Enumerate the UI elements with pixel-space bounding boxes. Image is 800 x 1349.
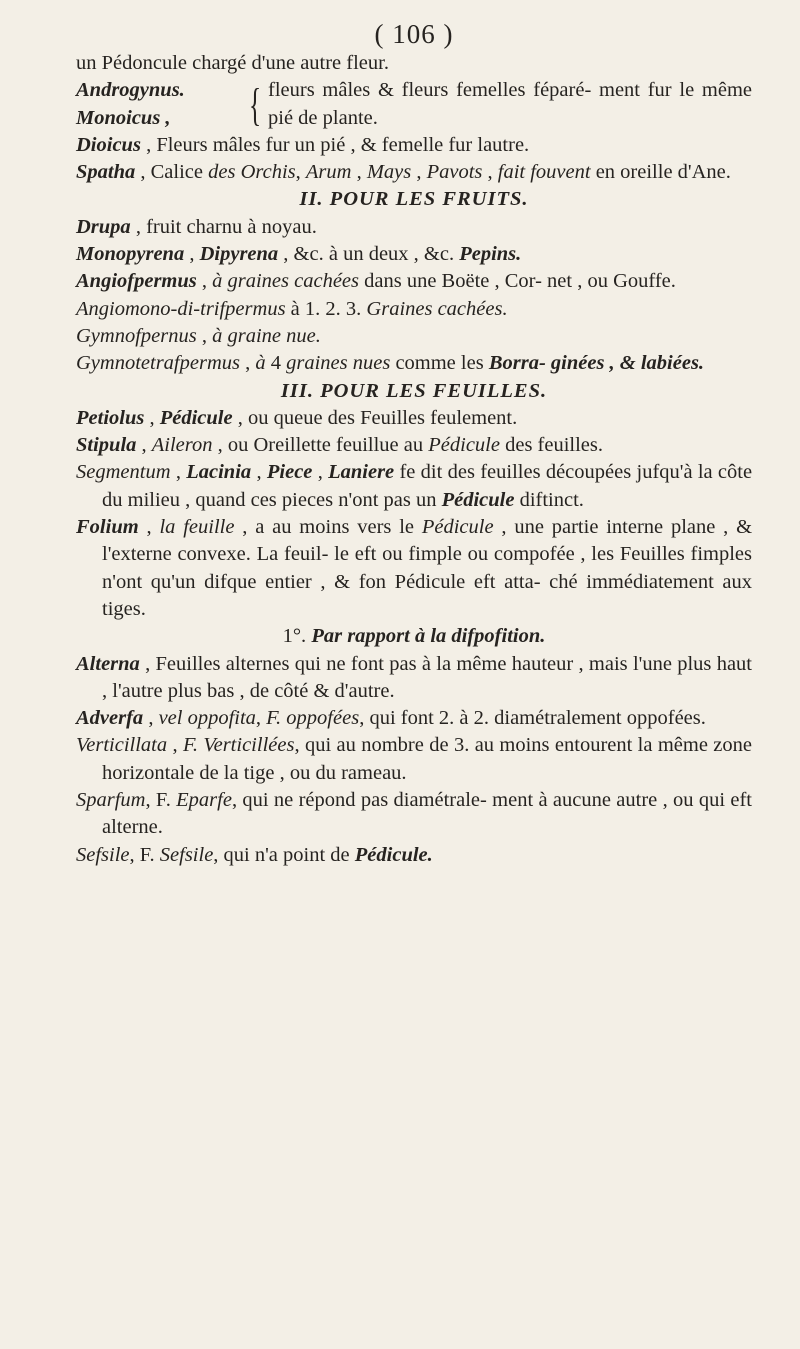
entry-segmentum: Segmentum , Lacinia , Piece , Laniere fe dit des feuilles découpées jufqu'à la côte du milieu , quand ces pieces n'ont pas un Pédicule diftinct.	[76, 461, 753, 511]
entry-spatha: Spatha , Calice des Orchis, Arum , Mays , Pavots , fait fouvent en oreille d'Ane.	[76, 161, 731, 184]
term-monoicus: Monoicus ,	[76, 106, 171, 129]
entry-angiomono: Angiomono-di-trifpermus à 1. 2. 3. Graines cachées.	[76, 297, 508, 320]
section-heading-fruits: II. POUR LES FRUITS.	[299, 188, 529, 211]
brace-icon: {	[248, 78, 262, 130]
entry-stipula: Stipula , Aileron , ou Oreillette feuillue au Pédicule des feuilles.	[76, 434, 604, 457]
page-number: ( 106 )	[374, 19, 454, 49]
entry-dioicus: Dioicus , Fleurs mâles fur un pié , & femelle fur lautre.	[76, 133, 530, 156]
entry-sefsile: Sefsile, F. Sefsile, qui n'a point de Pédicule.	[76, 843, 433, 866]
page-text	[76, 50, 752, 869]
entry-drupa: Drupa , fruit charnu à noyau.	[76, 215, 317, 238]
entry-androgynus-monoicus	[76, 77, 752, 132]
entry-alterna: Alterna , Feuilles alternes qui ne font pas à la même hauteur , mais l'une plus haut , l'autre plus bas , de côté & d'autre.	[76, 652, 753, 702]
term-androgynus: Androgynus.	[76, 79, 185, 102]
section-heading-feuilles: III. POUR LES FEUILLES.	[280, 379, 548, 402]
entry-adverfa: Adverfa , vel oppofita, F. oppofées, qui font 2. à 2. diamétralement oppofées.	[76, 707, 706, 730]
entry-petiolus: Petiolus , Pédicule , ou queue des Feuilles feulement.	[76, 406, 518, 429]
entry-folium: Folium , la feuille , a au moins vers le Pédicule , une partie interne plane , & l'externe convexe. La feuil- le eft ou fimple ou compofée , les Feuilles fimples n'ont qu'un difque entier , & fon Pédicule eft atta- ché immédiatement aux tiges.	[76, 516, 753, 620]
entry-monopyrena: Monopyrena , Dipyrena , &c. à un deux , &c. Pepins.	[76, 243, 522, 266]
entry-gymnofpernus: Gymnofpernus , à graine nue.	[76, 324, 321, 347]
subheading-disposition: 1°. Par rapport à la difpofition.	[282, 625, 546, 648]
entry-verticillata: Verticillata , F. Verticillées, qui au nombre de 3. au moins entourent la même zone horizontale de la tige , ou du rameau.	[76, 734, 753, 784]
entry-gymnotetrafpermus: Gymnotetrafpermus , à 4 graines nues comme les Borra- ginées , & labiées.	[76, 352, 705, 375]
line-pedoncule: un Pédoncule chargé d'une autre fleur.	[76, 52, 389, 74]
entry-sparfum: Sparfum, F. Eparfe, qui ne répond pas diamétrale- ment à aucune autre , ou qui eft alterne.	[76, 789, 752, 839]
entry-description: fleurs mâles & fleurs femelles féparé- ment fur le même pié de plante.	[268, 79, 752, 129]
entry-angiofpermus: Angiofpermus , à graines cachées dans une Boëte , Cor- net , ou Gouffe.	[76, 270, 676, 293]
